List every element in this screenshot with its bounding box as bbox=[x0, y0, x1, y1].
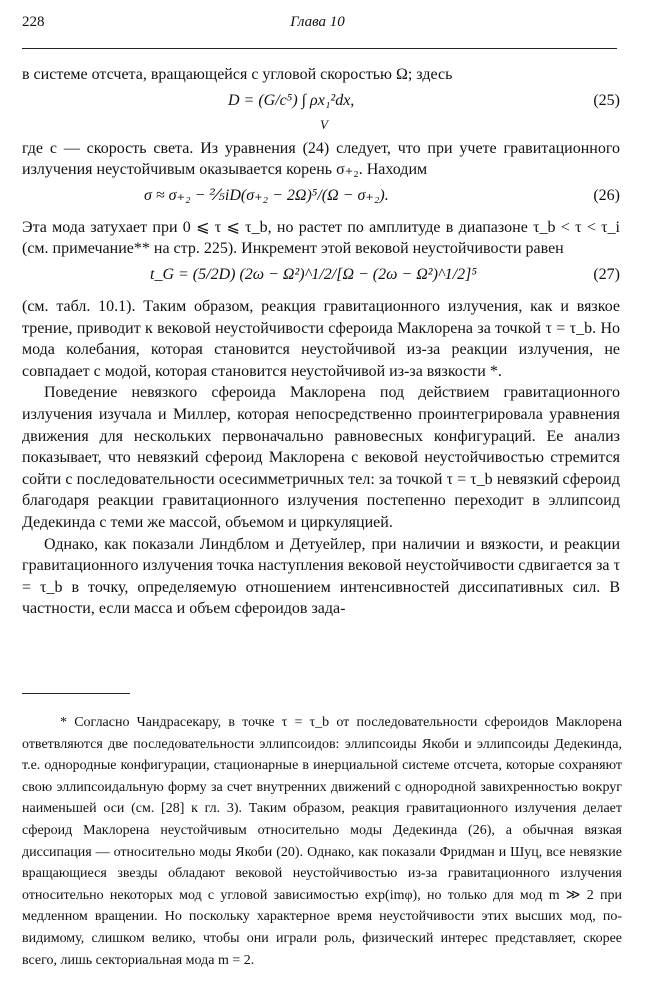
header-rule bbox=[22, 48, 617, 49]
footnote-text: * Согласно Чандрасекару, в точке τ = τ_b от последовательности сфероидов Маклорена ответвляются две последовательности эллипсоидов: эллипсоиды Якоби и эллипсоиды Дедекинда, т.е. однородные конфигурации, стационарные в инерциальной системе отсчета, которые сохраняют свою эллипсоидальную форму за счет внутренних движений с однородной завихренностью вокруг наименьшей оси (см. [28] к гл. 3). Таким образом, реакция гравитационного излучения делает сфероид Маклорена неустойчивым относительно моды Дедекинда (26), а обычная вязкая диссипация — относительно моды Якоби (20). Однако, как показали Фридман и Шуц, все невязкие вращающиеся звезды обладают вековой неустойчивостью из-за гравитационного излучения относительно некоторых мод с угловой зависимостью exp(imφ), но только для мод m ≫ 2 при медленном вращении. Но поскольку характерное время неустойчивости этих высших мод, по-видимому, слишком велико, чтобы они играли роль, физический интерес представляет, скорее всего, лишь секториальная мода m = 2. bbox=[22, 715, 622, 968]
equation-26-number: (26) bbox=[593, 186, 620, 204]
equation-25-expression: D = (G/c⁵) ∫ ρx₁²dx, bbox=[228, 91, 355, 109]
page-header bbox=[22, 14, 613, 36]
page-number: 228 bbox=[22, 14, 45, 30]
paragraph-3: Эта мода затухает при 0 ⩽ τ ⩽ τ_b, но растет по амплитуде в диапазоне τ_b < τ < τ_i (см. примечание** на стр. 225). Инкремент этой вековой неустойчивости равен bbox=[22, 218, 621, 258]
equation-25 bbox=[22, 90, 620, 134]
running-title: Глава 10 bbox=[290, 14, 345, 30]
paragraph-1: в системе отсчета, вращающейся с угловой скоростью Ω; здесь bbox=[22, 66, 453, 83]
equation-27-expression: t_G = (5/2D) (2ω − Ω²)^1/2/[Ω − (2ω − Ω²)^1/2]⁵ bbox=[150, 265, 477, 283]
paragraph-4: (см. табл. 10.1). Таким образом, реакция гравитационного излучения, как и вязкое трение, приводит к вековой неустойчивости сфероида Маклорена за точкой τ = τ_b. Но мода колебания, которая становится неустойчивой из-за реакции излучения, не совпадает с модой, которая становится неустойчивой из-за вязкости *. bbox=[22, 297, 620, 380]
equation-25-subscript: V bbox=[320, 116, 328, 132]
footnote bbox=[22, 712, 622, 971]
paragraph-6: Однако, как показали Линдблом и Детуейлер, при наличии и вязкости, и реакции гравитационного излучения точка наступления вековой неустойчивости сдвигается за τ = τ_b в точку, определяемую отношением интенсивностей диссипативных сил. В частности, если масса и объем сфероидов зада- bbox=[22, 535, 620, 618]
equation-26 bbox=[22, 185, 620, 213]
main-text bbox=[22, 64, 620, 620]
equation-26-expression: σ ≈ σ₊₂ − ⅖iD(σ₊₂ − 2Ω)⁵/(Ω − σ₊₂). bbox=[144, 186, 389, 204]
footnote-rule bbox=[22, 693, 130, 694]
equation-27 bbox=[22, 264, 620, 292]
equation-27-number: (27) bbox=[593, 265, 620, 283]
paragraph-5: Поведение невязкого сфероида Маклорена под действием гравитационного излучения изучала и Миллер, которая непосредственно проинтегрировала уравнения движения для нескольких первоначально равновесных конфигураций. Ее анализ показывает, что невязкий сфероид Маклорена с вековой неустойчивостью стремится сойти с последовательности осесимметричных тел: за точкой τ = τ_b невязкий сфероид благодаря реакции гравитационного излучения постепенно переходит в эллипсоид Дедекинда с теми же массой, объемом и циркуляцией. bbox=[22, 384, 620, 531]
paragraph-2: где c — скорость света. Из уравнения (24) следует, что при учете гравитационного излучения неустойчивым оказывается корень σ₊₂. Находим bbox=[22, 139, 620, 179]
equation-25-number: (25) bbox=[593, 91, 620, 109]
